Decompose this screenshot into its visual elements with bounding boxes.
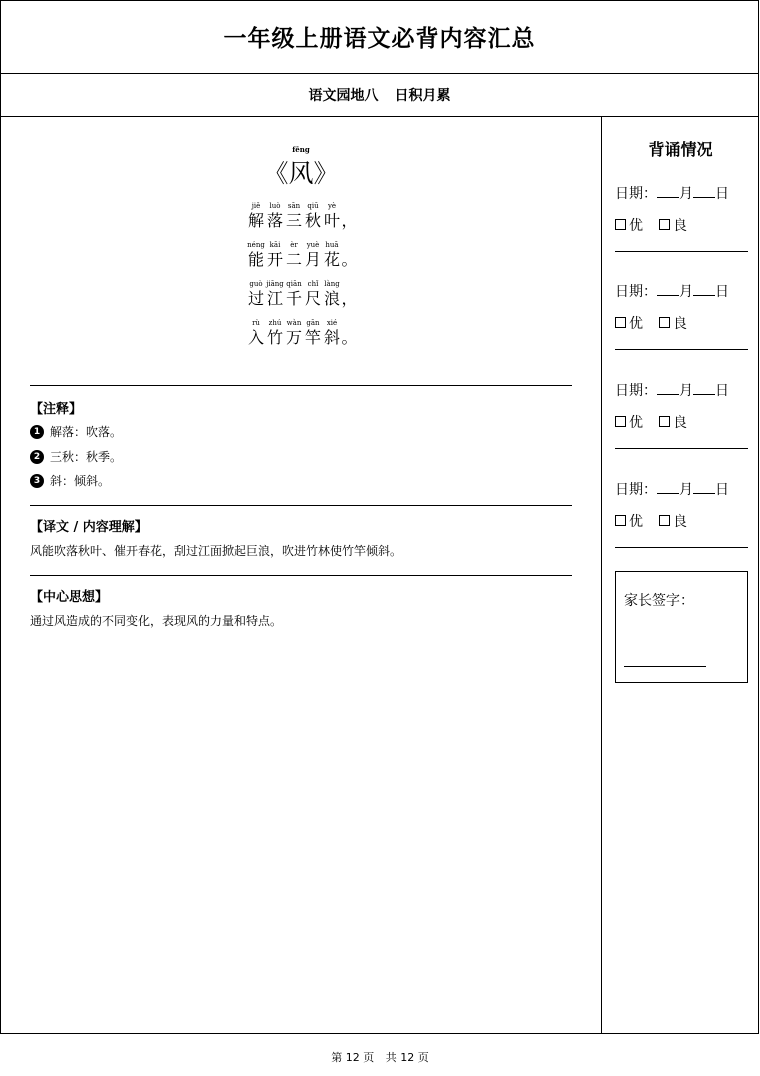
grade-excellent-option[interactable] [615,313,643,333]
poem-line [30,201,572,231]
divider [30,385,572,386]
recitation-sidebar [602,117,759,1034]
good-label: 良 [673,218,687,234]
poem-char [304,279,323,309]
poem-title [30,145,572,190]
excellent-label: 优 [629,514,643,530]
poem-char [247,318,266,348]
month-label: 月 [679,383,693,399]
excellent-label: 优 [629,218,643,234]
main-content [30,117,572,1034]
pinyin: zhú [268,319,282,327]
punctuation: ， [341,289,358,308]
hanzi: 入 [247,328,264,347]
month-label: 月 [679,186,693,202]
unit-label: 语文园地八 [308,88,379,104]
hanzi: 尺 [304,289,321,308]
checkbox-icon[interactable] [659,219,670,230]
hanzi: 秋 [304,211,321,230]
month-blank[interactable] [657,283,679,296]
section-label: 日积月累 [394,88,451,104]
pinyin: jiě [251,202,261,210]
date-row [615,380,748,400]
month-label: 月 [679,482,693,498]
grade-good-option[interactable] [659,412,687,432]
day-label: 日 [715,186,729,202]
month-blank[interactable] [657,481,679,494]
month-blank[interactable] [657,185,679,198]
day-blank[interactable] [693,481,715,494]
divider [30,575,572,576]
hanzi: 千 [285,289,302,308]
punctuation: 。 [341,328,358,347]
pinyin: sān [287,202,301,210]
grade-excellent-option[interactable] [615,215,643,235]
checkbox-icon[interactable] [615,416,626,427]
checkbox-icon[interactable] [615,219,626,230]
checkbox-icon[interactable] [615,515,626,526]
note-text: 斜：倾斜。 [50,474,111,488]
pinyin: xié [326,319,338,327]
divider [615,547,748,548]
checkbox-icon[interactable] [659,416,670,427]
poem-line [30,240,572,270]
hanzi: 竹 [266,328,283,347]
hanzi: 江 [266,289,283,308]
pinyin: huā [325,241,339,249]
hanzi: 能 [247,250,264,269]
grade-options [615,511,748,531]
poem-char [323,318,342,348]
good-label: 良 [673,415,687,431]
poem-title-text: 《风》 [263,159,339,188]
date-row [615,183,748,203]
grade-good-option[interactable] [659,313,687,333]
date-row [615,479,748,499]
pinyin: chǐ [307,280,319,288]
page-total: 共 12 页 [385,1051,429,1064]
poem-body [30,201,572,357]
title-row [0,0,759,74]
grade-good-option[interactable] [659,511,687,531]
poem-char [304,201,323,231]
good-label: 良 [673,316,687,332]
grade-excellent-option[interactable] [615,412,643,432]
note-item [30,423,122,440]
hanzi: 叶 [323,211,340,230]
day-label: 日 [715,482,729,498]
poem-char [285,201,304,231]
pinyin: néng [247,241,265,249]
month-blank[interactable] [657,382,679,395]
grade-options [615,215,748,235]
good-label: 良 [673,514,687,530]
pinyin: luò [269,202,281,210]
hanzi: 解 [247,211,264,230]
note-text: 解落：吹落。 [50,425,123,439]
hanzi: 月 [304,250,321,269]
poem-char [247,201,266,231]
excellent-label: 优 [629,316,643,332]
hanzi: 万 [285,328,302,347]
note-number: 1 [30,425,44,439]
day-blank[interactable] [693,382,715,395]
page-number: 第 12 页 [331,1051,375,1064]
day-label: 日 [715,284,729,300]
poem-char [266,240,285,270]
hanzi: 三 [285,211,302,230]
note-item [30,472,110,489]
pinyin: làng [324,280,340,288]
grade-excellent-option[interactable] [615,511,643,531]
grade-options [615,412,748,432]
translation-text: 风能吹落秋叶、催开春花，刮过江面掀起巨浪，吹进竹林使竹竿倾斜。 [30,544,403,558]
poem-char [285,279,304,309]
pinyin: qiān [286,280,302,288]
pinyin: rù [252,319,260,327]
day-label: 日 [715,383,729,399]
translation-heading: 【译文 / 内容理解】 [30,520,148,535]
recitation-record [615,380,748,449]
hanzi: 花 [323,250,340,269]
recitation-record [615,281,748,350]
poem-char [285,240,304,270]
poem-line [30,318,572,348]
poem-char [323,240,342,270]
signature-line[interactable] [624,666,706,667]
hanzi: 二 [285,250,302,269]
hanzi: 开 [266,250,283,269]
divider [615,251,748,252]
poem-char [323,201,342,231]
pinyin: jiāng [266,280,284,288]
main-idea-text: 通过风造成的不同变化，表现风的力量和特点。 [30,614,283,628]
poem-char [266,318,285,348]
divider [615,349,748,350]
poem-char [247,279,266,309]
date-label: 日期： [615,383,657,399]
pinyin: èr [290,241,298,249]
recitation-record [615,183,748,252]
poem-char [304,240,323,270]
recitation-heading: 背诵情况 [648,140,713,159]
poem-line [30,279,572,309]
notes-heading: 【注释】 [30,402,83,417]
page-title: 一年级上册语文必背内容汇总 [223,26,536,52]
date-label: 日期： [615,284,657,300]
signature-label: 家长签字： [624,593,694,609]
page-footer [0,1049,760,1065]
note-item [30,448,122,465]
poem-char [247,240,266,270]
poem-char [266,279,285,309]
note-number: 2 [30,450,44,464]
pinyin: yuè [306,241,320,249]
excellent-label: 优 [629,415,643,431]
subtitle-row [0,74,759,117]
pinyin: guò [249,280,263,288]
date-label: 日期： [615,482,657,498]
note-text: 三秋：秋季。 [50,450,123,464]
pinyin: kāi [269,241,281,249]
divider [615,448,748,449]
poem-title-pinyin: fēng [292,145,310,154]
checkbox-icon[interactable] [615,317,626,328]
punctuation: 。 [341,250,358,269]
grade-good-option[interactable] [659,215,687,235]
pinyin: wàn [286,319,302,327]
checkbox-icon[interactable] [659,317,670,328]
hanzi: 落 [266,211,283,230]
grade-options [615,313,748,333]
checkbox-icon[interactable] [659,515,670,526]
date-label: 日期： [615,186,657,202]
poem-char [323,279,342,309]
note-number: 3 [30,474,44,488]
hanzi: 浪 [323,289,340,308]
pinyin: yè [327,202,337,210]
pinyin: gān [306,319,320,327]
hanzi: 斜 [323,328,340,347]
recitation-record [615,479,748,548]
day-blank[interactable] [693,283,715,296]
hanzi: 过 [247,289,264,308]
divider [30,505,572,506]
date-row [615,281,748,301]
poem-char [304,318,323,348]
parent-signature-box[interactable] [615,571,748,683]
poem-char [266,201,285,231]
main-idea-heading: 【中心思想】 [30,590,109,605]
pinyin: qiū [307,202,319,210]
day-blank[interactable] [693,185,715,198]
hanzi: 竿 [304,328,321,347]
poem-char [285,318,304,348]
month-label: 月 [679,284,693,300]
punctuation: ， [341,211,358,230]
